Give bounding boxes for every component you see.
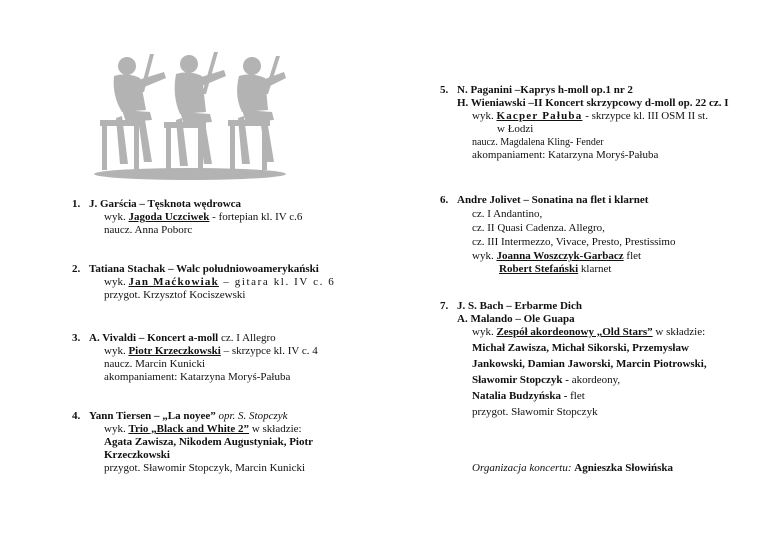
item-title: J. S. Bach – Erbarme Dich [457, 300, 582, 312]
item-title [89, 410, 288, 423]
teacher-text: naucz. Magdalena Kling- Fender [472, 137, 604, 148]
performer-line [499, 263, 611, 276]
item-number: 3. [72, 332, 81, 344]
accompaniment-text: akompaniament: Katarzyna Moryś-Pałuba [472, 149, 659, 161]
members-line: Michał Zawisza, Michał Sikorski, Przemysław [472, 342, 689, 354]
item-number: 6. [440, 194, 449, 206]
instrument-text: - fortepian kl. IV c.6 [209, 211, 303, 223]
performer-name: Piotr Krzeczkowski [128, 345, 221, 357]
title-main: A. Vivaldi – Koncert a-moll [89, 332, 219, 344]
organizer-line [472, 462, 673, 475]
performer-line [472, 110, 708, 123]
ensemble-name: Zespół akordeonowy „Old Stars” [496, 326, 653, 338]
ensemble-tail: w składzie: [652, 326, 706, 338]
members-line [472, 390, 585, 403]
item-number: 2. [72, 263, 81, 275]
performer-name: Kacper Pałuba [496, 110, 583, 122]
performer-name: Jagoda Uczciwek [128, 211, 210, 223]
instrument-text: flet [623, 250, 642, 262]
members-line: Krzeczkowski [104, 449, 170, 461]
wyk-label: wyk. [104, 211, 126, 223]
performer-name: Joanna Woszczyk-Garbacz [496, 250, 624, 262]
performer-line [472, 250, 641, 263]
wyk-label: wyk. [104, 345, 126, 357]
item-title: H. Wieniawski –II Koncert skrzypcowy d-moll op. 22 cz. I [457, 97, 729, 109]
movement-text: cz. I Andantino, [472, 208, 543, 220]
performer-name: Jan Maćkowiak [128, 276, 219, 288]
instrument-text: klarnet [578, 263, 612, 275]
item-number: 4. [72, 410, 81, 422]
performer-line [472, 326, 705, 339]
performer-line [104, 423, 302, 436]
item-title: Andre Jolivet – Sonatina na flet i klarnet [457, 194, 649, 206]
member-names: Sławomir Stopczyk - [472, 374, 569, 386]
teacher-text: naucz. Marcin Kunicki [104, 358, 206, 370]
member-names: Natalia Budzyńska - [472, 390, 568, 402]
teacher-text: przygot. Krzysztof Kociszewski [104, 289, 246, 301]
wyk-label: wyk. [472, 250, 494, 262]
item-title: A. Malando – Ole Guapa [457, 313, 575, 325]
members-line: Agata Zawisza, Nikodem Augustyniak, Piotr [104, 436, 314, 448]
title-part: cz. I Allegro [218, 332, 276, 344]
item-number: 7. [440, 300, 449, 312]
arranger-text: opr. S. Stopczyk [215, 410, 288, 422]
ensemble-tail: w składzie: [249, 423, 302, 435]
string-trio-silhouette [92, 52, 290, 182]
members-line: Jankowski, Damian Jaworski, Marcin Piotrowski, [472, 358, 707, 370]
wyk-label: wyk. [472, 326, 494, 338]
teacher-text: naucz. Anna Poborc [104, 224, 193, 236]
instrument-text: - skrzypce kl. III OSM II st. [582, 110, 708, 122]
instrument-text: akordeony, [568, 374, 621, 386]
ensemble-name: Trio „Black and White 2” [128, 423, 250, 435]
wyk-label: wyk. [104, 276, 126, 288]
item-number: 1. [72, 198, 81, 210]
movement-text: cz. II Quasi Cadenza. Allegro, [472, 222, 605, 234]
performer-line [104, 345, 318, 358]
wyk-label: wyk. [472, 110, 494, 122]
instrument-text: – gitara kl. IV c. 6 [218, 276, 336, 288]
performer-name: Robert Stefański [499, 263, 579, 275]
members-line [472, 374, 620, 387]
movement-text: cz. III Intermezzo, Vivace, Presto, Prestissimo [472, 236, 676, 248]
city-text: w Łodzi [497, 123, 534, 135]
teacher-text: przygot. Sławomir Stopczyk [472, 406, 598, 418]
item-number: 5. [440, 84, 449, 96]
item-title: J. Garścia – Tęsknota wędrowca [89, 198, 242, 210]
performer-line [104, 211, 302, 224]
title-main: Yann Tiersen – „La noyee” [89, 410, 216, 422]
wyk-label: wyk. [104, 423, 126, 435]
item-title: N. Paganini –Kaprys h-moll op.1 nr 2 [457, 84, 633, 96]
instrument-text: flet [567, 390, 585, 402]
organizer-name: Agnieszka Słowińska [574, 462, 673, 474]
performer-line [104, 276, 335, 289]
item-title: Tatiana Stachak – Walc południowoamerykański [89, 263, 319, 275]
item-title [89, 332, 276, 345]
instrument-text: – skrzypce kl. IV c. 4 [220, 345, 318, 357]
accompaniment-text: akompaniament: Katarzyna Moryś-Pałuba [104, 371, 291, 383]
organizer-label: Organizacja koncertu: [472, 462, 572, 474]
teacher-text: przygot. Sławomir Stopczyk, Marcin Kunicki [104, 462, 306, 474]
